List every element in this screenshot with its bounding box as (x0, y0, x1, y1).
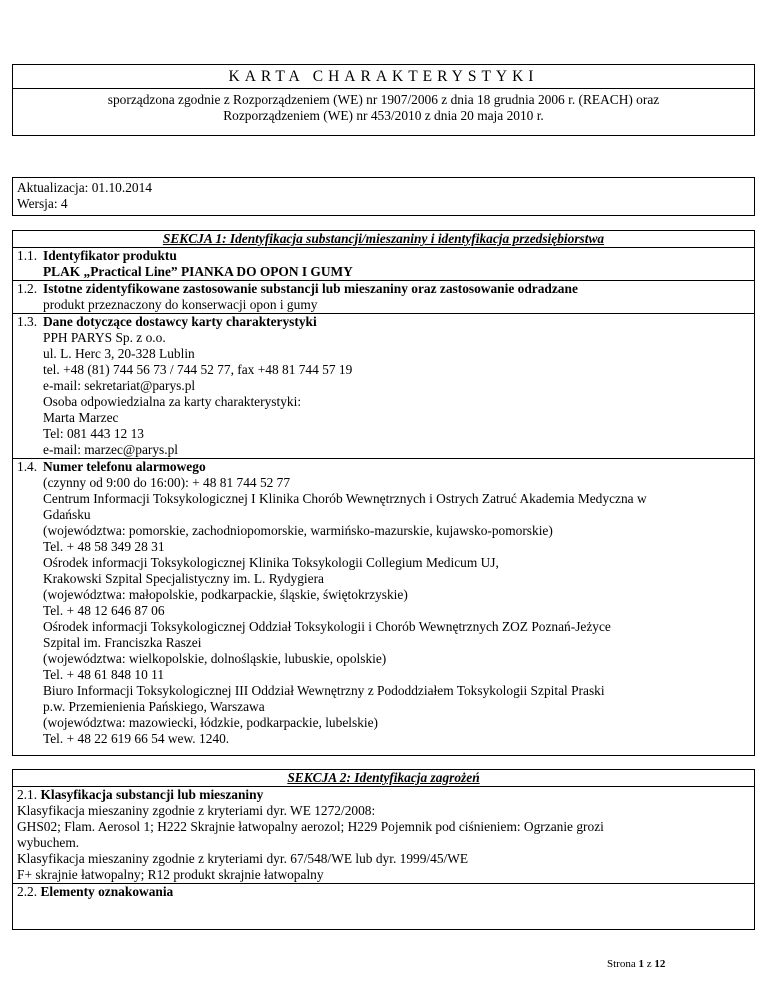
subsection-number: 1.1. (17, 248, 38, 263)
text-line: Marta Marzec (43, 410, 119, 425)
text-line: Klasyfikacja mieszaniny zgodnie z kryteriami dyr. WE 1272/2008: (17, 803, 376, 818)
text-line: (województwa: wielkopolskie, dolnośląskie, lubuskie, opolskie) (43, 651, 387, 666)
emergency-contacts (17, 475, 750, 747)
text-line: GHS02; Flam. Aerosol 1; H222 Skrajnie łatwopalny aerozol; H229 Pojemnik pod ciśnieniem: Ogrzanie grozi (17, 819, 604, 834)
text-line: (województwa: małopolskie, podkarpackie, śląskie, świętokrzyskie) (43, 587, 408, 602)
section-2 (12, 769, 755, 930)
version-info-box (12, 177, 755, 216)
text-line: (województwa: mazowiecki, łódzkie, podkarpackie, lubelskie) (43, 715, 379, 730)
subsection-2-2 (13, 884, 754, 900)
update-date: Aktualizacja: 01.10.2014 (17, 180, 152, 195)
subsection-title: Istotne zidentyfikowane zastosowanie substancji lub mieszaniny oraz zastosowanie odradzane (43, 281, 578, 296)
subsection-1-1 (13, 248, 754, 281)
text-line: Gdańsku (43, 507, 91, 522)
total-pages: 12 (654, 958, 666, 970)
text-line: Ośrodek informacji Toksykologicznej Klinika Toksykologii Collegium Medicum UJ, (43, 555, 499, 570)
text-line: Krakowski Szpital Specjalistyczny im. L. Rydygiera (43, 571, 324, 586)
document-title: KARTA CHARAKTERYSTYKI (13, 65, 754, 89)
subsection-number: 2.1. (17, 787, 38, 802)
subsection-title: Dane dotyczące dostawcy karty charakterystyki (43, 314, 317, 329)
section-1 (12, 230, 755, 756)
text-line: Szpital im. Franciszka Raszei (43, 635, 202, 650)
subsection-title: Klasyfikacja substancji lub mieszaniny (40, 787, 264, 802)
subsection-title: Identyfikator produktu (43, 248, 177, 263)
text-line: Tel. + 48 22 619 66 54 wew. 1240. (43, 731, 230, 746)
text-line: Tel: 081 443 12 13 (43, 426, 144, 441)
subsection-2-1 (13, 787, 754, 884)
text-line: Klasyfikacja mieszaniny zgodnie z kryteriami dyr. 67/548/WE lub dyr. 1999/45/WE (17, 851, 469, 866)
subsection-1-2 (13, 281, 754, 314)
text-line: tel. +48 (81) 744 56 73 / 744 52 77, fax +48 81 744 57 19 (43, 362, 353, 377)
title-box (12, 64, 755, 136)
text-line: Tel. + 48 61 848 10 11 (43, 667, 165, 682)
text-line: Centrum Informacji Toksykologicznej I Klinika Chorób Wewnętrznych i Ostrych Zatruć Akademia Medyczna w (43, 491, 647, 506)
text-line: (województwa: pomorskie, zachodniopomorskie, warmińsko-mazurskie, kujawsko-pomorskie) (43, 523, 553, 538)
classification-details (17, 803, 750, 883)
current-page: 1 (638, 958, 644, 970)
subsection-1-3 (13, 314, 754, 459)
text-line: wybuchem. (17, 835, 80, 850)
text-line: Ośrodek informacji Toksykologicznej Oddział Toksykologii i Chorób Wewnętrznych ZOZ Poznań-Jeżyce (43, 619, 611, 634)
document-subtitle (13, 89, 754, 124)
section-2-heading: SEKCJA 2: Identyfikacja zagrożeń (13, 770, 754, 787)
text-line: PPH PARYS Sp. z o.o. (43, 330, 166, 345)
subtitle-line-1: sporządzona zgodnie z Rozporządzeniem (WE) nr 1907/2006 z dnia 18 grudnia 2006 r. (REACH) oraz (107, 92, 660, 107)
text-line: Biuro Informacji Toksykologicznej III Oddział Wewnętrzny z Pododdziałem Toksykologii Szpital Praski (43, 683, 605, 698)
page-number (607, 956, 665, 972)
subtitle-line-2: Rozporządzeniem (WE) nr 453/2010 z dnia 20 maja 2010 r. (223, 108, 544, 123)
subsection-title: Elementy oznakowania (40, 884, 174, 899)
text-line: e-mail: marzec@parys.pl (43, 442, 179, 457)
subsection-number: 1.2. (17, 281, 38, 296)
subsection-number: 2.2. (17, 884, 38, 899)
subsection-number: 1.4. (17, 459, 38, 474)
subsection-1-4 (13, 459, 754, 747)
version-number: Wersja: 4 (17, 196, 68, 211)
text-line: (czynny od 9:00 do 16:00): + 48 81 744 52 77 (43, 475, 291, 490)
text-line: ul. L. Herc 3, 20-328 Lublin (43, 346, 195, 361)
subsection-title: Numer telefonu alarmowego (43, 459, 206, 474)
product-name: PLAK „Practical Line” PIANKA DO OPON I GUMY (43, 264, 353, 279)
supplier-details (17, 330, 750, 458)
page-separator: z (643, 958, 655, 970)
product-use: produkt przeznaczony do konserwacji opon i gumy (43, 297, 318, 312)
text-line: Tel. + 48 58 349 28 31 (43, 539, 165, 554)
text-line: Osoba odpowiedzialna za karty charakterystyki: (43, 394, 302, 409)
text-line: e-mail: sekretariat@parys.pl (43, 378, 196, 393)
text-line: Tel. + 48 12 646 87 06 (43, 603, 165, 618)
text-line: p.w. Przemienienia Pańskiego, Warszawa (43, 699, 265, 714)
text-line: F+ skrajnie łatwopalny; R12 produkt skrajnie łatwopalny (17, 867, 324, 882)
subsection-number: 1.3. (17, 314, 38, 329)
page-prefix: Strona (607, 958, 639, 970)
section-1-heading: SEKCJA 1: Identyfikacja substancji/mieszaniny i identyfikacja przedsiębiorstwa (13, 231, 754, 248)
